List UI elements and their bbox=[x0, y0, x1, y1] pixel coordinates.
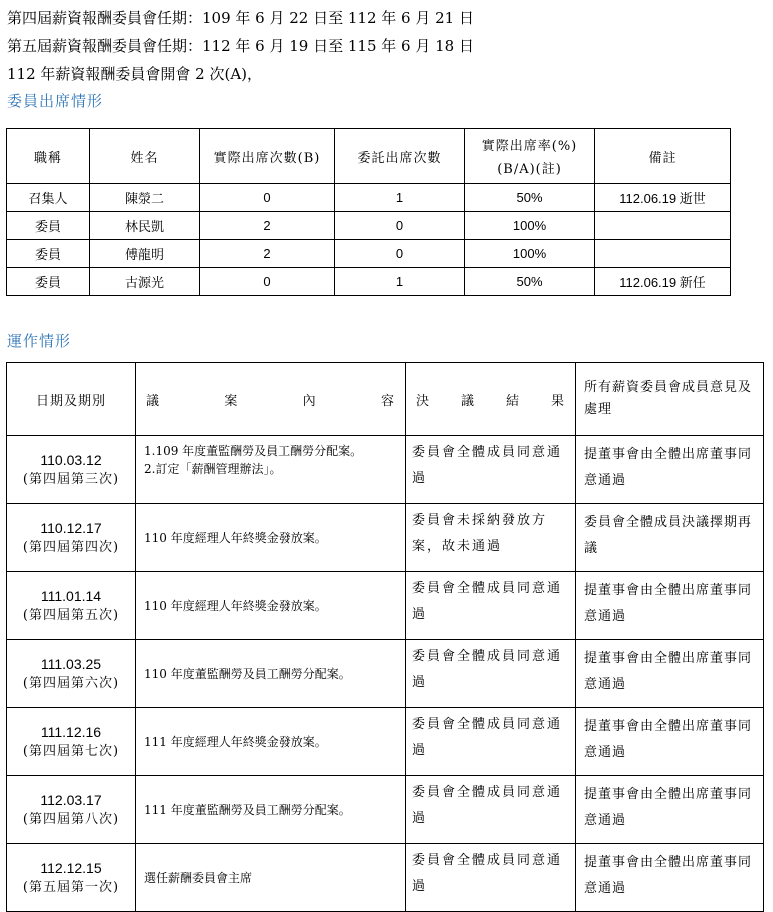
member-title: 委員 bbox=[7, 240, 90, 268]
resolution-result: 委員會全體成員同意通過 bbox=[406, 776, 576, 844]
attended-count: 2 bbox=[200, 240, 335, 268]
operations-heading: 運作情形 bbox=[7, 332, 72, 350]
header-content-char: 議 bbox=[146, 393, 161, 409]
meeting-date-cell bbox=[7, 436, 136, 504]
header-date: 日期及期別 bbox=[7, 363, 136, 436]
member-title: 委員 bbox=[7, 212, 90, 240]
member-opinion: 提董事會由全體出席董事同意通過 bbox=[576, 436, 764, 504]
attended-count: 2 bbox=[200, 212, 335, 240]
attendance-table bbox=[6, 128, 731, 296]
resolution-result: 委員會全體成員同意通過 bbox=[406, 436, 576, 504]
operations-row bbox=[7, 504, 764, 572]
meeting-date: 112.12.15 bbox=[40, 859, 102, 876]
resolution-result: 委員會全體成員同意通過 bbox=[406, 844, 576, 912]
member-title: 委員 bbox=[7, 268, 90, 296]
meeting-date-cell bbox=[7, 708, 136, 776]
attendance-heading: 委員出席情形 bbox=[7, 92, 104, 110]
resolution-result: 委員會全體成員同意通過 bbox=[406, 640, 576, 708]
member-name: 傅龍明 bbox=[90, 240, 200, 268]
proxy-count: 1 bbox=[335, 184, 465, 212]
member-name: 古源光 bbox=[90, 268, 200, 296]
member-note bbox=[595, 212, 731, 240]
meeting-date: 110.12.17 bbox=[40, 519, 102, 536]
header-result-char: 決 bbox=[416, 393, 431, 409]
proposal-content bbox=[136, 708, 406, 776]
attendance-header-row bbox=[7, 129, 731, 184]
proposal-item: 1.109 年度董監酬勞及員工酬勞分配案。 bbox=[144, 444, 363, 458]
meeting-date-cell bbox=[7, 640, 136, 708]
meeting-date-cell bbox=[7, 504, 136, 572]
meeting-date-cell bbox=[7, 572, 136, 640]
proposal-content bbox=[136, 844, 406, 912]
header-result-char: 果 bbox=[550, 393, 565, 409]
operations-row bbox=[7, 844, 764, 912]
header-proxy: 委託出席次數 bbox=[335, 129, 465, 184]
attendance-row bbox=[7, 268, 731, 296]
meeting-date-cell bbox=[7, 844, 136, 912]
proxy-count: 1 bbox=[335, 268, 465, 296]
header-content-char: 案 bbox=[224, 393, 239, 409]
meeting-term: (第四屆第三次) bbox=[22, 471, 120, 487]
resolution-result: 委員會全體成員同意通過 bbox=[406, 708, 576, 776]
meeting-date: 111.12.16 bbox=[40, 723, 102, 740]
header-opinion: 所有薪資委員會成員意見及處理 bbox=[576, 363, 764, 436]
proposal-item: 110 年度經理人年終獎金發放案。 bbox=[144, 530, 327, 545]
member-note: 112.06.19 逝世 bbox=[595, 184, 731, 212]
resolution-result: 委員會全體成員同意通過 bbox=[406, 572, 576, 640]
meeting-term: (第五屆第一次) bbox=[22, 879, 120, 895]
header-content-char: 內 bbox=[302, 393, 317, 409]
header-result-char: 結 bbox=[505, 393, 520, 409]
attendance-rate: 50% bbox=[465, 184, 595, 212]
meeting-term: (第四屆第五次) bbox=[22, 607, 120, 623]
proposal-content bbox=[136, 504, 406, 572]
header-content-char: 容 bbox=[380, 393, 395, 409]
attendance-rate: 100% bbox=[465, 240, 595, 268]
header-title: 職稱 bbox=[7, 129, 90, 184]
meeting-date: 112.03.17 bbox=[40, 791, 102, 808]
attendance-row bbox=[7, 184, 731, 212]
operations-row bbox=[7, 572, 764, 640]
meeting-term: (第四屆第六次) bbox=[22, 675, 120, 691]
attended-count: 0 bbox=[200, 184, 335, 212]
operations-row bbox=[7, 640, 764, 708]
member-note bbox=[595, 240, 731, 268]
operations-table bbox=[6, 362, 764, 912]
member-opinion: 提董事會由全體出席董事同意通過 bbox=[576, 572, 764, 640]
attendance-rate: 100% bbox=[465, 212, 595, 240]
header-attended: 實際出席次數(B) bbox=[200, 129, 335, 184]
operations-row bbox=[7, 708, 764, 776]
proposal-content bbox=[136, 640, 406, 708]
meeting-count-line: 112 年薪資報酬委員會開會 2 次(A)， bbox=[7, 65, 263, 83]
meeting-date-cell bbox=[7, 776, 136, 844]
member-opinion: 提董事會由全體出席董事同意通過 bbox=[576, 708, 764, 776]
operations-row bbox=[7, 776, 764, 844]
header-rate-line2: (B/A)(註) bbox=[497, 162, 562, 177]
proposal-item: 2.訂定「薪酬管理辦法」。 bbox=[144, 462, 282, 476]
meeting-term: (第四屆第四次) bbox=[22, 539, 120, 555]
proposal-item: 111 年度董監酬勞及員工酬勞分配案。 bbox=[144, 802, 351, 817]
proposal-item: 110 年度經理人年終獎金發放案。 bbox=[144, 598, 327, 613]
member-opinion: 提董事會由全體出席董事同意通過 bbox=[576, 640, 764, 708]
member-name: 林民凱 bbox=[90, 212, 200, 240]
attended-count: 0 bbox=[200, 268, 335, 296]
member-note: 112.06.19 新任 bbox=[595, 268, 731, 296]
member-name: 陳滎二 bbox=[90, 184, 200, 212]
attendance-row bbox=[7, 212, 731, 240]
meeting-date: 111.01.14 bbox=[40, 587, 102, 604]
term-4-line: 第四屆薪資報酬委員會任期：109 年 6 月 22 日至 112 年 6 月 21 日 bbox=[7, 9, 474, 27]
meeting-date: 110.03.12 bbox=[40, 451, 102, 468]
member-opinion: 提董事會由全體出席董事同意通過 bbox=[576, 844, 764, 912]
operations-header-row bbox=[7, 363, 764, 436]
header-name: 姓名 bbox=[90, 129, 200, 184]
proposal-item: 選任薪酬委員會主席 bbox=[144, 870, 253, 885]
member-title: 召集人 bbox=[7, 184, 90, 212]
meeting-term: (第四屆第八次) bbox=[22, 811, 120, 827]
proposal-content bbox=[136, 436, 406, 504]
header-note: 備註 bbox=[595, 129, 731, 184]
operations-row bbox=[7, 436, 764, 504]
attendance-rate: 50% bbox=[465, 268, 595, 296]
header-content bbox=[136, 363, 406, 436]
proxy-count: 0 bbox=[335, 212, 465, 240]
proposal-content bbox=[136, 572, 406, 640]
member-opinion: 委員會全體成員決議擇期再議 bbox=[576, 504, 764, 572]
proposal-item: 111 年度經理人年終獎金發放案。 bbox=[144, 734, 327, 749]
header-rate bbox=[465, 129, 595, 184]
header-result bbox=[406, 363, 576, 436]
meeting-term: (第四屆第七次) bbox=[22, 743, 120, 759]
meeting-date: 111.03.25 bbox=[40, 655, 102, 672]
header-rate-line1: 實際出席率(%) bbox=[481, 139, 578, 154]
proposal-content bbox=[136, 776, 406, 844]
term-5-line: 第五屆薪資報酬委員會任期：112 年 6 月 19 日至 115 年 6 月 18 日 bbox=[7, 37, 474, 55]
proxy-count: 0 bbox=[335, 240, 465, 268]
header-result-char: 議 bbox=[460, 393, 475, 409]
attendance-row bbox=[7, 240, 731, 268]
proposal-item: 110 年度董監酬勞及員工酬勞分配案。 bbox=[144, 666, 351, 681]
member-opinion: 提董事會由全體出席董事同意通過 bbox=[576, 776, 764, 844]
resolution-result: 委員會未採納發放方案，故未通過 bbox=[406, 504, 576, 572]
